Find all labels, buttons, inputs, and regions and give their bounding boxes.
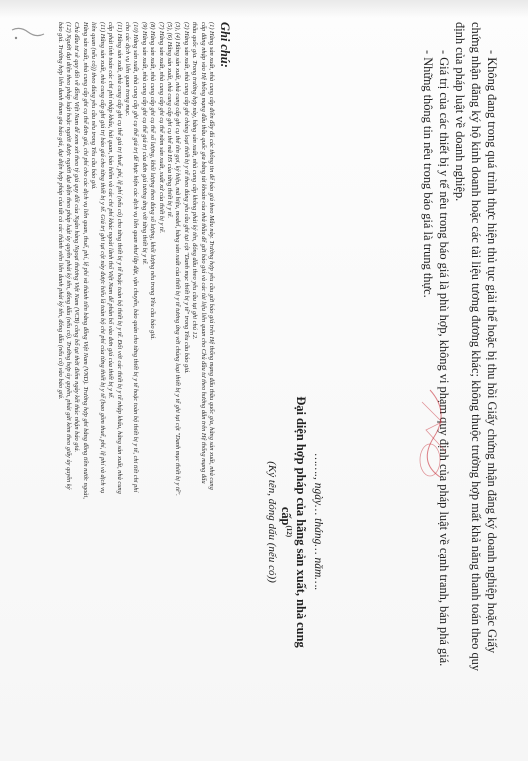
paragraph-3: - Những thông tin nêu trong báo giá là trung thực.: [421, 50, 435, 298]
notes-list: [55, 22, 215, 727]
note-line: (8) Hãng sản xuất, nhà cung cấp ghi cụ thể số lượng, khối lượng theo đúng số lượng, khối lượng nêu trong Yêu cầu báo giá.: [149, 22, 157, 340]
paragraph-2: - Giá trị của các thiết bị y tế nêu trong báo giá là phù hợp, không vi phạm quy định của pháp luật về cạnh tranh, bán phá giá.: [437, 50, 451, 667]
note-line: (11) Hãng sản xuất, nhà cung cấp ghi giá trị báo giá cho từng thiết bị y tế. Giá trị ghi tại cột này được hiểu là toàn bộ chi phí của từng thiết bị y tế (bao gồm thuế, phí, lệ phí và dịch vụ: [98, 22, 106, 494]
paragraph-1-end: định của pháp luật về doanh nghiệp.: [453, 22, 467, 202]
paragraph-1: - Không đang trong quá trình thực hiện thủ tục giải thể hoặc bị thu hồi Giấy chứng nhận đăng ký doanh nghiệp hoặc Giấy: [485, 50, 499, 654]
signature-block: [266, 382, 324, 662]
page-top-shadow: [0, 0, 528, 18]
notes-heading: Ghi chú:: [218, 22, 232, 68]
signature-subtitle: (Ký tên, đóng dấu (nếu có)): [265, 461, 278, 583]
note-line: (7) Hãng sản xuất, nhà cung cấp ghi cụ thể năm sản xuất, xuất xứ của thiết bị y tế.: [157, 22, 165, 234]
paragraph-1-cont: chứng nhận đăng ký hộ kinh doanh hoặc các tài liệu tương đương khác; không thuộc trường hợp mất khả năng thanh toán theo quy: [469, 22, 483, 672]
signature-title-text: Đại diện hợp pháp của hãng sản xuất, nhà cung cấp: [278, 396, 308, 648]
note-line: Hãng sản xuất, nhà cung cấp ghi cụ thể đơn giá, chi phí cho các dịch vụ liên quan, thuế, phí, lệ phí và thành tiền bằng đồng Việt Nam (VND). Trường hợp ghi bằng đồng tiền nước ngoài,: [81, 22, 89, 499]
signature-title-note: (12): [285, 525, 293, 538]
signature-date: ……., ngày… tháng… năm….: [312, 453, 324, 591]
note-line: Chủ đầu tư sẽ quy đổi về đồng Việt Nam để xem xét theo tỷ giá quy đổi của Ngân hàng Ngoại thương Việt Nam (VCB) công bố tại thời điểm ngày kết thúc nhận báo giá.: [73, 22, 81, 453]
stamp-mark: [410, 382, 460, 482]
note-line: cấp phải tính toán các chi phí nhập khẩu, hải quan, bảo hiểm và các chi phí khác ngoài lãnh thổ Việt Nam để phân bổ vào đơn giá của thiết bị y tế.: [107, 22, 115, 399]
note-line: (11) Hãng sản xuất, nhà cung cấp ghi cụ thể giá trị thuế, phí, lệ phí (nếu có) cho từng thiết bị y tế hoặc toàn bộ thiết bị y tế. Đối với các thiết bị y tế nhập khẩu, hãng sản xuất, nhà cung: [115, 22, 123, 494]
note-line: (3), (4) Hãng sản xuất, nhà cung cấp ghi cụ thể tên gọi, ký hiệu, mã hiệu, model, hãng sản xuất của thiết bị y tế tương ứng với chủng loại thiết bị y tế ghi tại cột "Danh mục thiết bị y tế".: [174, 22, 182, 496]
notes-section: [55, 22, 232, 727]
note-line: liên quan (nếu có)) theo đúng yêu cầu nêu trong Yêu cầu báo giá.: [90, 22, 98, 190]
note-line: báo giá. Trường hợp liên danh tham gia báo giá, đại diện hợp pháp của tất cả các thành viên liên danh phải ký tên, đóng dấu (nếu có) vào báo giá.: [56, 22, 64, 400]
note-line: (9) Hãng sản xuất, nhà cung cấp ghi cụ thể giá trị của đơn giá tương ứng với từng thiết bị y tế.: [140, 22, 148, 265]
note-line: (2) Hãng sản xuất, nhà cung cấp ghi chủng loại thiết bị y tế theo đúng yêu cầu ghi tại cột "Danh mục thiết bị y tế" trong Yêu cầu báo giá.: [182, 22, 190, 374]
note-line: (5), (6) Hãng sản xuất, nhà cung cấp ghi cụ thể mã HS của từng thiết bị y tế.: [165, 22, 173, 219]
signature-title: [278, 382, 308, 662]
note-line: cấp đăng nhập vào Hệ thống mạng đấu thầu quốc gia bằng tài khoản của nhà thầu để gửi báo giá và các tài liệu liên quan cho Chủ đầu tư theo hướng dẫn trên Hệ thống mạng đấu: [199, 22, 207, 484]
rotated-content: [30, 22, 500, 727]
note-line: (12) Người đại diện theo pháp luật hoặc người được người đại diện theo pháp luật ủy quyền phải ký tên, đóng dấu (nếu có). Trường hợp ủy quyền, phải gửi kèm theo giấy ủy quyền ký: [65, 22, 73, 490]
note-line: (10) Hãng sản xuất, nhà cung cấp ghi cụ thể giá trị để thực hiện các dịch vụ liên quan như lắp đặt, vận chuyển, bảo quản cho từng thiết bị y tế hoặc toàn bộ thiết bị y tế, chi tiết chi phí: [132, 22, 140, 493]
note-line: (1) Hãng sản xuất, nhà cung cấp điền đầy đủ các thông tin để báo giá theo Mẫu này. Trường hợp yêu cầu gửi báo giá trên Hệ thống mạng đấu thầu quốc gia, hãng sản xuất, nhà cung: [208, 22, 215, 490]
note-line: cho các dịch vụ liên quan trong mục.: [123, 22, 131, 117]
note-line: thầu quốc gia. Trong trường hợp này, hãng sản xuất, nhà cung cấp không phải ký tên, đóng dấu theo yêu cầu tại ghi chú 12.: [191, 22, 199, 340]
